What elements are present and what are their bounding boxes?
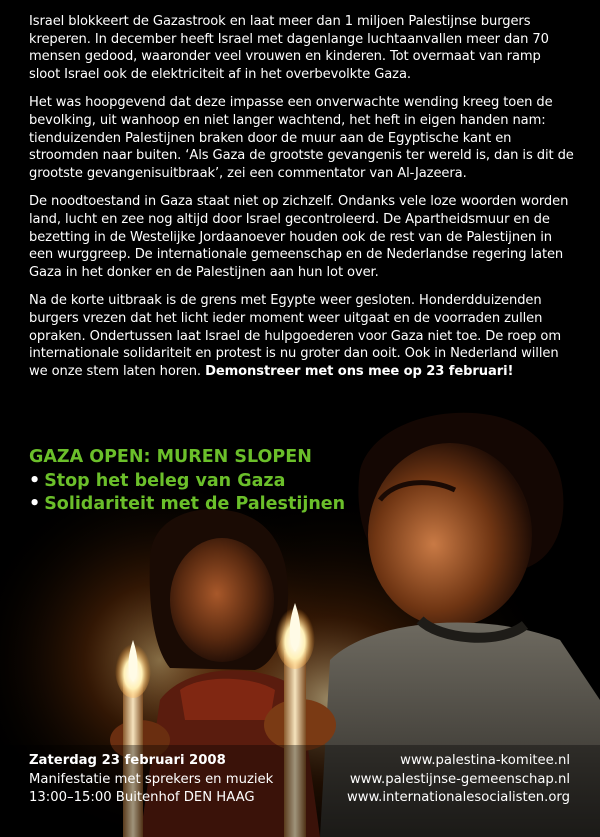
- link-internationale-socialisten[interactable]: www.internationalesocialisten.org: [347, 790, 570, 806]
- paragraph-4-text: Na de korte uitbraak is de grens met Egypte weer gesloten. Honderdduizenden burgers vrezen dat het licht ieder moment weer uitgaat en de voorraden zullen opraken. Ondertussen laat Israel de hulpgoederen voor Gaza niet toe. De roep om internationale solidariteit en protest is nu groter dan ooit. Ook in Nederland willen we onze stem laten horen.: [29, 293, 561, 379]
- slogan-bullet-2: [29, 493, 345, 517]
- bullet-icon: •: [29, 470, 41, 491]
- event-time-place: 13:00–15:00 Buitenhof DEN HAAG: [29, 790, 255, 806]
- slogan-headline: GAZA OPEN: MUREN SLOPEN: [29, 447, 312, 467]
- slogan-bullet-2-text: Solidariteit met de Palestijnen: [44, 494, 346, 514]
- link-palestijnse-gemeenschap[interactable]: www.palestijnse-gemeenschap.nl: [349, 771, 570, 787]
- link-palestina-komitee[interactable]: www.palestina-komitee.nl: [400, 753, 570, 768]
- event-description: Manifestatie met sprekers en muziek: [29, 771, 274, 787]
- paragraph-3: De noodtoestand in Gaza staat niet op zichzelf. Ondanks vele loze woorden worden land, lucht en zee nog altijd door Israel gecontroleerd. De Apartheidsmuur en de bezetting in de Westelijke Jordaanoever houden ook de rest van de Palestijnen in een wurggreep. De internationale gemeenschap en de Nederlandse regering laten Gaza in het donker en de Palestijnen aan hun lot over.: [29, 194, 569, 280]
- event-date: Zaterdag 23 februari 2008: [29, 753, 226, 768]
- article-text: [29, 13, 574, 391]
- slogan-bullet-1: [29, 470, 345, 494]
- event-details: [29, 752, 273, 808]
- call-to-action: Demonstreer met ons mee op 23 februari!: [205, 363, 514, 379]
- paragraph-2: Het was hoopgevend dat deze impasse een onverwachte wending kreeg toen de bevolking, uit wanhoop en niet langer wachtend, het heft in eigen handen nam: tienduizenden Palestijnen braken door de muur aan de Egyptische kant en stroomden naar buiten. ‘Als Gaza de grootste gevangenis ter wereld is, dan is dit de grootste gevangenisuitbraak’, zei een commentator van Al-Jazeera.: [29, 95, 574, 181]
- website-links: [347, 752, 570, 808]
- paragraph-4: [29, 292, 574, 380]
- slogan-block: [29, 446, 345, 517]
- paragraph-1: Israel blokkeert de Gazastrook en laat meer dan 1 miljoen Palestijnse burgers kreperen. In december heeft Israel met dagenlange luchtaanvallen meer dan 70 mensen gedood, waaronder veel vrouwen en kinderen. Tot overmaat van ramp sloot Israel ook de elektriciteit af in het overbevolkte Gaza.: [29, 14, 549, 82]
- bullet-icon: •: [29, 494, 41, 514]
- slogan-bullet-1-text: Stop het beleg van Gaza: [44, 470, 286, 491]
